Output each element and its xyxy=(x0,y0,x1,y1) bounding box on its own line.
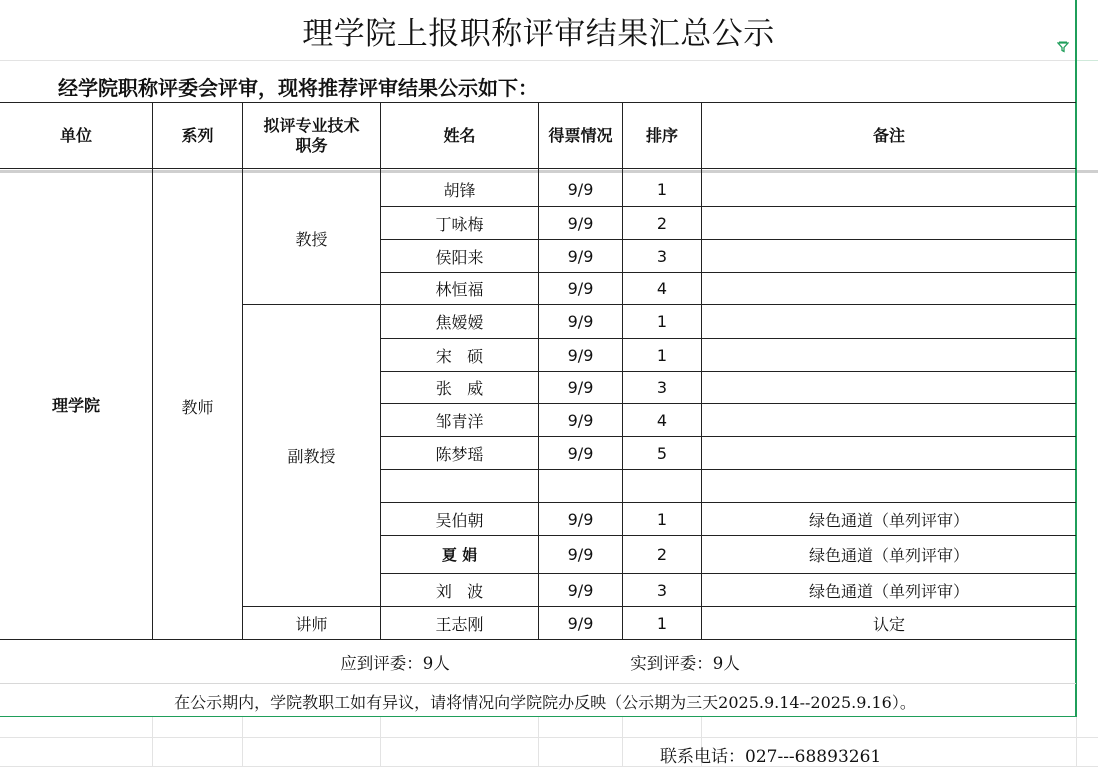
remark-cell xyxy=(702,173,1076,206)
rank-cell: 1 xyxy=(656,312,668,331)
votes-cell: 9/9 xyxy=(567,509,594,529)
col-header-position xyxy=(243,103,380,168)
name-cell: 张 威 xyxy=(435,379,484,398)
name-cell: 焦嫒嫒 xyxy=(435,313,484,332)
col-header-position-line1: 拟评专业技术 xyxy=(263,115,360,135)
rank-cell: 2 xyxy=(656,545,668,564)
votes-cell: 9/9 xyxy=(567,312,594,331)
remark-cell: 认定 xyxy=(872,614,905,634)
name-cell: 夏 娟 xyxy=(441,546,478,564)
votes-cell: 9/9 xyxy=(567,580,594,600)
rank-cell: 1 xyxy=(656,345,668,365)
votes-cell: 9/9 xyxy=(567,410,594,430)
votes-cell: 9/9 xyxy=(567,246,594,266)
col-header-remark: 备注 xyxy=(872,125,905,145)
name-cell xyxy=(381,470,538,502)
contact-phone: 联系电话：027---68893261 xyxy=(660,746,882,767)
expected-judges: 应到评委：9人 xyxy=(340,654,450,673)
votes-cell: 9/9 xyxy=(567,545,594,564)
rank-cell: 3 xyxy=(656,246,668,266)
rank-cell: 3 xyxy=(656,580,668,600)
name-cell: 邹青洋 xyxy=(435,411,484,431)
page-title: 理学院上报职称评审结果汇总公示 xyxy=(302,15,775,52)
actual-judges: 实到评委：9人 xyxy=(630,654,740,673)
selection-edge-top xyxy=(1077,60,1098,61)
col-header-position-line2: 职务 xyxy=(295,135,328,155)
remark-cell xyxy=(702,305,1076,338)
name-cell: 王志刚 xyxy=(435,614,484,634)
votes-cell: 9/9 xyxy=(567,279,594,298)
remark-cell xyxy=(702,273,1076,304)
col-header-unit: 单位 xyxy=(59,125,92,145)
name-cell: 胡锋 xyxy=(443,181,476,200)
name-cell: 宋 硕 xyxy=(435,346,484,366)
votes-cell: 9/9 xyxy=(567,180,594,199)
name-cell: 林恒福 xyxy=(435,280,484,299)
remark-cell: 绿色通道（单列评审） xyxy=(808,581,969,601)
votes-cell: 9/9 xyxy=(567,443,594,463)
remark-cell xyxy=(702,470,1076,502)
remark-cell: 绿色通道（单列评审） xyxy=(808,546,969,565)
col-header-rank: 排序 xyxy=(645,125,678,145)
unit-cell: 理学院 xyxy=(51,396,100,415)
remark-cell xyxy=(702,240,1076,272)
col-header-votes: 得票情况 xyxy=(548,125,613,145)
votes-cell xyxy=(539,470,622,502)
remark-cell xyxy=(702,437,1076,469)
objection-notice: 在公示期内，学院教职工如有异议，请将情况向学院院办反映（公示期为三天2025.9.14--2025.9.16）。 xyxy=(174,692,916,712)
rank-cell: 1 xyxy=(656,509,668,529)
col-header-series: 系列 xyxy=(181,125,214,145)
rank-cell: 3 xyxy=(656,378,668,397)
votes-cell: 9/9 xyxy=(567,345,594,365)
selection-edge-bottom xyxy=(0,716,1077,717)
name-cell: 刘 波 xyxy=(435,581,484,601)
rank-cell: 1 xyxy=(656,180,668,199)
rank-cell xyxy=(623,470,701,502)
group-professor: 教授 xyxy=(295,230,328,249)
remark-cell xyxy=(702,339,1076,371)
group-associate-professor: 副教授 xyxy=(287,447,336,466)
series-cell: 教师 xyxy=(181,397,214,417)
remark-cell xyxy=(702,372,1076,403)
remark-cell xyxy=(702,404,1076,436)
remark-cell: 绿色通道（单列评审） xyxy=(808,510,969,530)
rank-cell: 1 xyxy=(656,613,668,633)
name-cell: 侯阳来 xyxy=(435,247,484,267)
rank-cell: 5 xyxy=(656,443,668,463)
col-header-name: 姓名 xyxy=(443,125,476,145)
votes-cell: 9/9 xyxy=(567,613,594,633)
name-cell: 吴伯朝 xyxy=(435,510,484,530)
name-cell: 丁咏梅 xyxy=(435,214,484,234)
votes-cell: 9/9 xyxy=(567,213,594,233)
announcement-intro: 经学院职称评委会评审，现将推荐评审结果公示如下： xyxy=(58,75,538,100)
votes-cell: 9/9 xyxy=(567,378,594,397)
name-cell: 陈梦瑶 xyxy=(435,444,484,464)
rank-cell: 4 xyxy=(656,410,668,430)
remark-cell xyxy=(702,207,1076,239)
rank-cell: 4 xyxy=(656,279,668,298)
group-lecturer: 讲师 xyxy=(295,614,328,634)
rank-cell: 2 xyxy=(656,213,668,233)
